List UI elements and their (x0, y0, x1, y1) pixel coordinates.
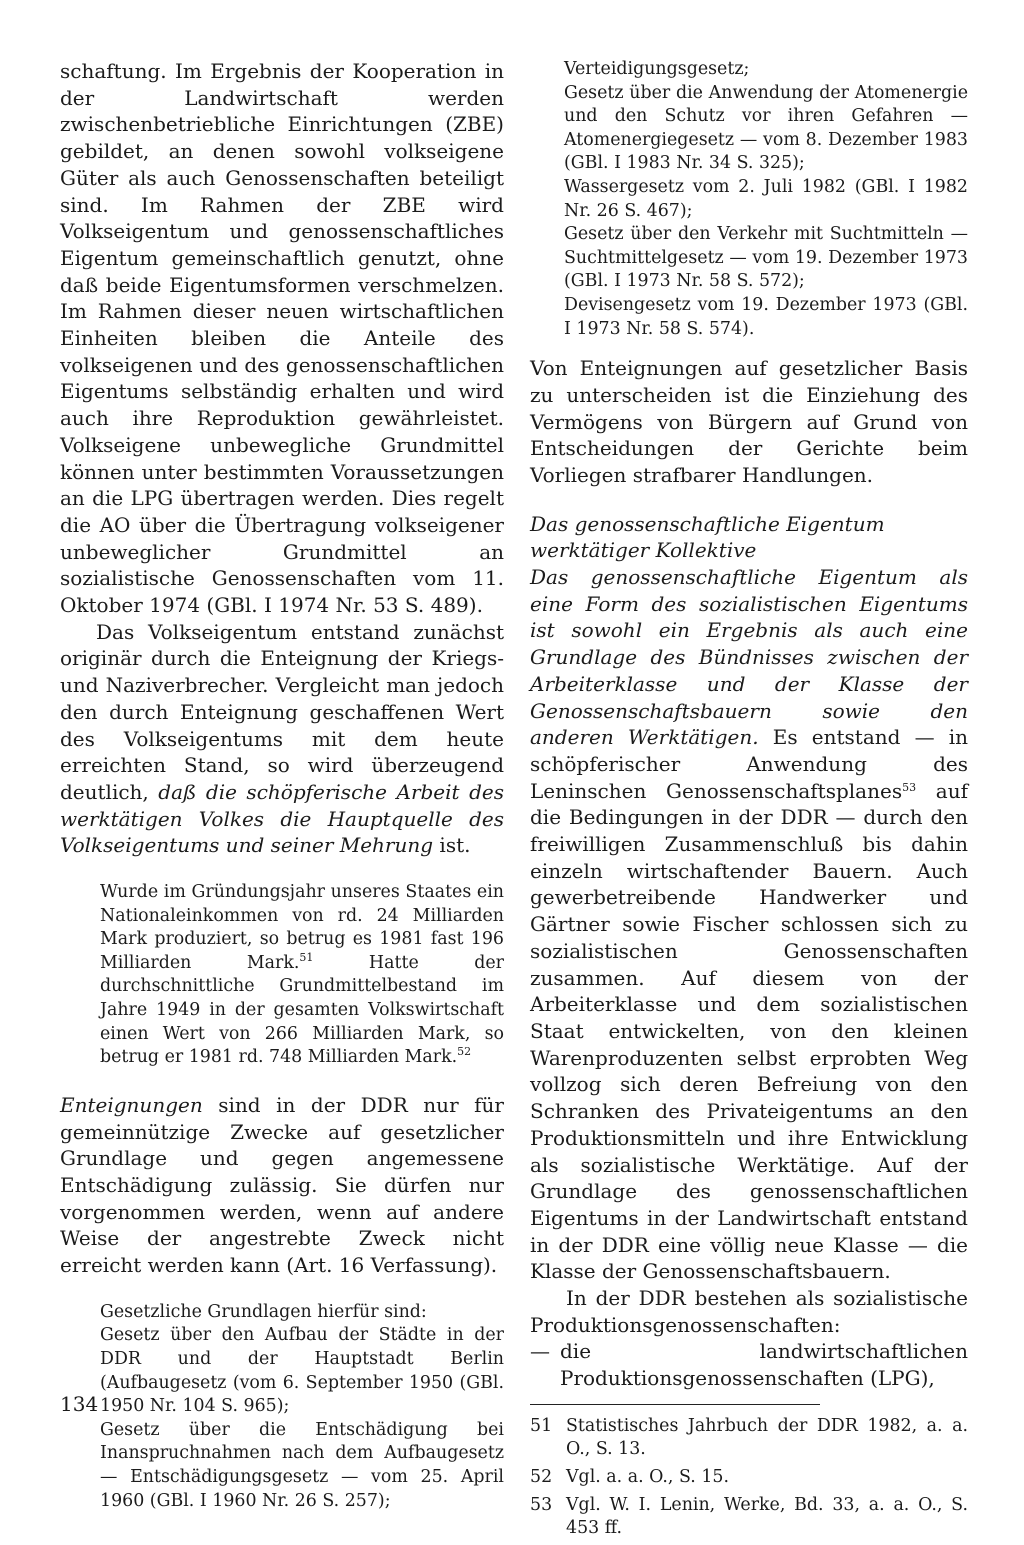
footnotes (530, 1415, 968, 1541)
right-column (530, 58, 968, 1545)
list-item-text: die landwirtschaftlichen Produktionsgenossenschaften (LPG), (560, 1339, 968, 1391)
list-item: Verteidigungsgesetz; (564, 59, 750, 79)
paragraph-einziehung: Von Enteignungen auf gesetzlicher Basis zu unterscheiden ist die Einziehung des Vermögens von Bürgern auf Grund von Entscheidungen der Gerichte beim Vorliegen strafbarer Handlungen. (530, 356, 968, 487)
list-item: Gesetz über den Aufbau der Städte in der DDR und der Hauptstadt Berlin (Aufbaugesetz (vom 6. September 1950 (GBl. 1950 Nr. 104 S. 965); (100, 1325, 504, 1417)
list-item: Gesetz über den Verkehr mit Suchtmitteln — Suchtmittelgesetz — vom 19. Dezember 1973 (GBl. I 1973 Nr. 58 S. 572); (564, 224, 968, 292)
footnote-divider (530, 1404, 820, 1405)
note-nationaleinkommen (100, 881, 504, 1070)
list-item: Gesetz über die Anwendung der Atomenergie und den Schutz vor ihren Gefahren — Atomenergiegesetz — vom 8. Dezember 1983 (GBl. I 1983 Nr. 34 S. 325); (564, 82, 968, 174)
note-text: Wurde im Gründungsjahr unseres Staates ein Nationaleinkommen von rd. 24 Milliarden Mark produziert, so betrug es 1981 fast 196 Milliarden Mark. (100, 882, 504, 973)
footnote-ref-51[interactable]: 51 (299, 950, 314, 964)
legal-basis-list-continued (564, 58, 968, 341)
section-heading (530, 511, 968, 564)
footnote-52 (530, 1466, 968, 1490)
footnote-number: 53 (530, 1494, 553, 1515)
paragraph-enteignungen (60, 1092, 504, 1279)
footnote-number: 52 (530, 1467, 553, 1488)
list-item: Gesetz über die Entschädigung bei Inanspruchnahmen nach dem Aufbaugesetz — Entschädigungsgesetz — vom 25. April 1960 (GBl. I 1960 Nr. 26 S. 257); (100, 1419, 504, 1511)
paragraph-text: auf die Bedingungen in der DDR — durch den freiwilligen Zusammenschluß bis dahin einzeln wirtschaftender Bauern. Auch gewerbetreibende Handwerker und Gärtner sowie Fischer schlossen sich zu sozialistischen Genossenschaften zusammen. Auf diesem von der Arbeiterklasse und dem sozialistischen Staat entwickelten, von den kleinen Warenproduzenten selbst erprobten Weg vollzog sich deren Befreiung von den Schranken des Privateigentums an den Produktionsmitteln und ihre Entwicklung als sozialistische Werktätige. Auf der Grundlage des genossenschaftlichen Eigentums in der Landwirtschaft entstand in der DDR eine völlig neue Klasse — die Klasse der Genossenschaftsbauern. (530, 778, 968, 1284)
paragraph-text-end: ist. (433, 833, 471, 858)
dash-bullet: — (530, 1339, 550, 1364)
footnote-53 (530, 1494, 968, 1541)
paragraph-zbe: schaftung. Im Ergebnis der Kooperation in der Landwirtschaft werden zwischenbetriebliche Einrichtungen (ZBE) gebildet, an denen sowohl volkseigene Güter als auch Genossenschaften beteiligt sind. Im Rahmen der ZBE wird Volkseigentum und genossenschaftliches Eigentum gemeinschaftlich genutzt, ohne daß beide Eigentumsformen verschmelzen. Im Rahmen dieser neuen wirtschaftlichen Einheiten bleiben die Anteile des volkseigenen und des genossenschaftlichen Eigentums selbständig erhalten und wird auch ihre Reproduktion gewährleistet. Volkseigene unbewegliche Grundmittel können unter bestimmten Voraussetzungen an die LPG übertragen werden. Dies regelt die AO über die Übertragung volkseigener unbeweglicher Grundmittel an sozialistische Genossenschaften vom 11. Oktober 1974 (GBl. I 1974 Nr. 53 S. 489). (60, 59, 504, 618)
section-heading-line: werktätiger Kollektive (530, 538, 757, 563)
section-heading-line: Das genossenschaftliche Eigentum (530, 511, 885, 536)
list-item: Devisengesetz vom 19. Dezember 1973 (GBl. I 1973 Nr. 58 S. 574). (564, 294, 968, 339)
paragraph-text: Es entstand — in schöpferischer Anwendung des Leninschen Genossenschaftsplanes (530, 725, 969, 803)
paragraph-volkseigentum (60, 619, 504, 859)
paragraph-produktionsgenossenschaften: In der DDR bestehen als sozialistische Produktionsgenossenschaften: (530, 1286, 968, 1337)
page-number: 134 (60, 1392, 99, 1416)
footnote-text: Vgl. W. I. Lenin, Werke, Bd. 33, a. a. O., S. 453 ff. (566, 1494, 968, 1539)
list-item: Gesetzliche Grundlagen hierfür sind: (100, 1301, 427, 1322)
list-item-lpg (530, 1338, 968, 1391)
footnote-ref-52[interactable]: 52 (457, 1045, 472, 1059)
paragraph-genossenschaftliches-eigentum (530, 564, 968, 1285)
paragraph-text: Das Volkseigentum entstand zunächst originär durch die Enteignung der Kriegs- und Naziverbrecher. Vergleicht man jedoch den durch Enteignung geschaffenen Wert des Volkseigentums mit dem heute erreichten Stand, so wird überzeugend deutlich, (60, 619, 504, 804)
term-enteignungen: Enteignungen (60, 1092, 203, 1117)
legal-basis-list (100, 1301, 504, 1513)
note-text: Hatte der durchschnittliche Grundmittelbestand im Jahre 1949 in der gesamten Volkswirtschaft einen Wert von 266 Milliarden Mark, so betrug er 1981 rd. 748 Milliarden Mark. (100, 952, 504, 1068)
paragraph-text: sind in der DDR nur für gemeinnützige Zwecke auf gesetzlicher Grundlage und gegen angemessene Entschädigung zulässig. Sie dürfen nur vorgenommen werden, wenn auf andere Weise der angestrebte Zweck nicht erreicht werden kann (Art. 16 Verfassung). (60, 1092, 504, 1278)
emphasis-text: Das genossenschaftliche Eigentum als eine Form des sozialistischen Eigentums ist sowohl ein Ergebnis als auch eine Grundlage des Bündnisses zwischen der Arbeiterklasse und der Klasse der Genossenschaftsbauern sowie den anderen Werktätigen. (530, 565, 968, 750)
left-column (60, 58, 504, 1513)
footnote-text: Statistisches Jahrbuch der DDR 1982, a. a. O., S. 13. (566, 1415, 968, 1460)
footnote-text: Vgl. a. a. O., S. 15. (566, 1467, 729, 1488)
footnote-51 (530, 1415, 968, 1462)
list-item: Wassergesetz vom 2. Juli 1982 (GBl. I 1982 Nr. 26 S. 467); (564, 176, 968, 221)
footnote-ref-53[interactable]: 53 (902, 780, 917, 794)
footnote-number: 51 (530, 1415, 553, 1436)
emphasis-text: daß die schöpferische Arbeit des werktätigen Volkes die Hauptquelle des Volkseigentums und seiner Mehrung (60, 779, 504, 858)
